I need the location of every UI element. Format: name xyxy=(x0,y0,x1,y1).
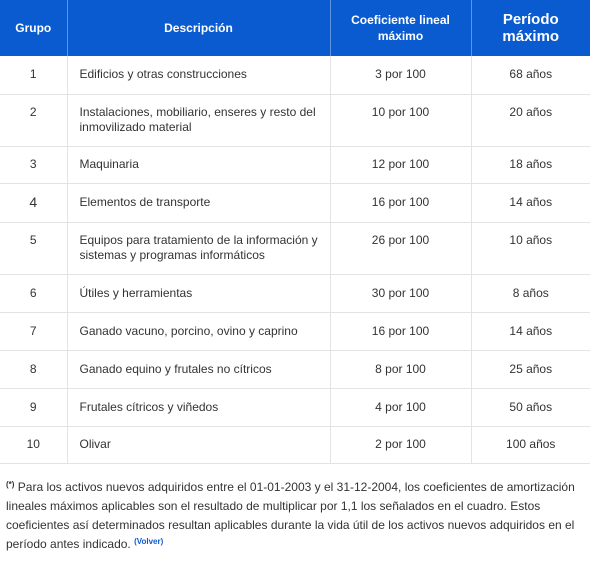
cell-periodo: 25 años xyxy=(471,350,590,388)
footnote xyxy=(0,464,590,554)
cell-periodo: 10 años xyxy=(471,222,590,274)
cell-descripcion: Instalaciones, mobiliario, enseres y resto del inmovilizado material xyxy=(67,94,330,146)
cell-grupo: 9 xyxy=(0,388,67,426)
cell-coeficiente: 26 por 100 xyxy=(330,222,471,274)
cell-grupo: 8 xyxy=(0,350,67,388)
cell-periodo: 18 años xyxy=(471,146,590,183)
table-row xyxy=(0,312,590,350)
cell-descripcion: Ganado equino y frutales no cítricos xyxy=(67,350,330,388)
cell-periodo: 14 años xyxy=(471,183,590,222)
table-row xyxy=(0,426,590,463)
cell-descripcion: Ganado vacuno, porcino, ovino y caprino xyxy=(67,312,330,350)
cell-periodo: 20 años xyxy=(471,94,590,146)
cell-coeficiente: 10 por 100 xyxy=(330,94,471,146)
cell-periodo: 100 años xyxy=(471,426,590,463)
table-row xyxy=(0,56,590,94)
table-header-row xyxy=(0,0,590,56)
header-grupo: Grupo xyxy=(0,0,67,56)
table-row xyxy=(0,350,590,388)
cell-grupo: 3 xyxy=(0,146,67,183)
cell-descripcion: Elementos de transporte xyxy=(67,183,330,222)
footnote-text: Para los activos nuevos adquiridos entre el 01-01-2003 y el 31-12-2004, los coeficientes de amortización lineales máximos aplicables son el resultado de multiplicar por 1,1 los señalados en el cuadro. Estos coeficientes así determinados resultan aplicables durante la vida útil de los activos nuevos adquiridos en el período antes indicado. xyxy=(6,479,575,551)
footnote-marker: (*) xyxy=(6,479,15,489)
table-row xyxy=(0,388,590,426)
back-link[interactable]: (Volver) xyxy=(134,536,164,546)
cell-grupo: 7 xyxy=(0,312,67,350)
cell-grupo: 4 xyxy=(0,183,67,222)
header-periodo: Período máximo xyxy=(471,0,590,56)
cell-coeficiente: 3 por 100 xyxy=(330,56,471,94)
cell-coeficiente: 30 por 100 xyxy=(330,274,471,312)
cell-descripcion: Olivar xyxy=(67,426,330,463)
cell-periodo: 8 años xyxy=(471,274,590,312)
cell-coeficiente: 4 por 100 xyxy=(330,388,471,426)
header-descripcion: Descripción xyxy=(67,0,330,56)
cell-coeficiente: 16 por 100 xyxy=(330,183,471,222)
cell-periodo: 68 años xyxy=(471,56,590,94)
cell-descripcion: Edificios y otras construcciones xyxy=(67,56,330,94)
cell-grupo: 1 xyxy=(0,56,67,94)
table-row xyxy=(0,94,590,146)
cell-coeficiente: 2 por 100 xyxy=(330,426,471,463)
cell-descripcion: Maquinaria xyxy=(67,146,330,183)
cell-grupo: 6 xyxy=(0,274,67,312)
table-row xyxy=(0,274,590,312)
table-row xyxy=(0,183,590,222)
cell-descripcion: Frutales cítricos y viñedos xyxy=(67,388,330,426)
cell-coeficiente: 8 por 100 xyxy=(330,350,471,388)
cell-periodo: 50 años xyxy=(471,388,590,426)
cell-coeficiente: 12 por 100 xyxy=(330,146,471,183)
cell-grupo: 10 xyxy=(0,426,67,463)
cell-descripcion: Equipos para tratamiento de la información y sistemas y programas informáticos xyxy=(67,222,330,274)
cell-periodo: 14 años xyxy=(471,312,590,350)
table-row xyxy=(0,222,590,274)
cell-grupo: 5 xyxy=(0,222,67,274)
header-coeficiente: Coeficiente lineal máximo xyxy=(330,0,471,56)
table-row xyxy=(0,146,590,183)
cell-descripcion: Útiles y herramientas xyxy=(67,274,330,312)
cell-coeficiente: 16 por 100 xyxy=(330,312,471,350)
cell-grupo: 2 xyxy=(0,94,67,146)
